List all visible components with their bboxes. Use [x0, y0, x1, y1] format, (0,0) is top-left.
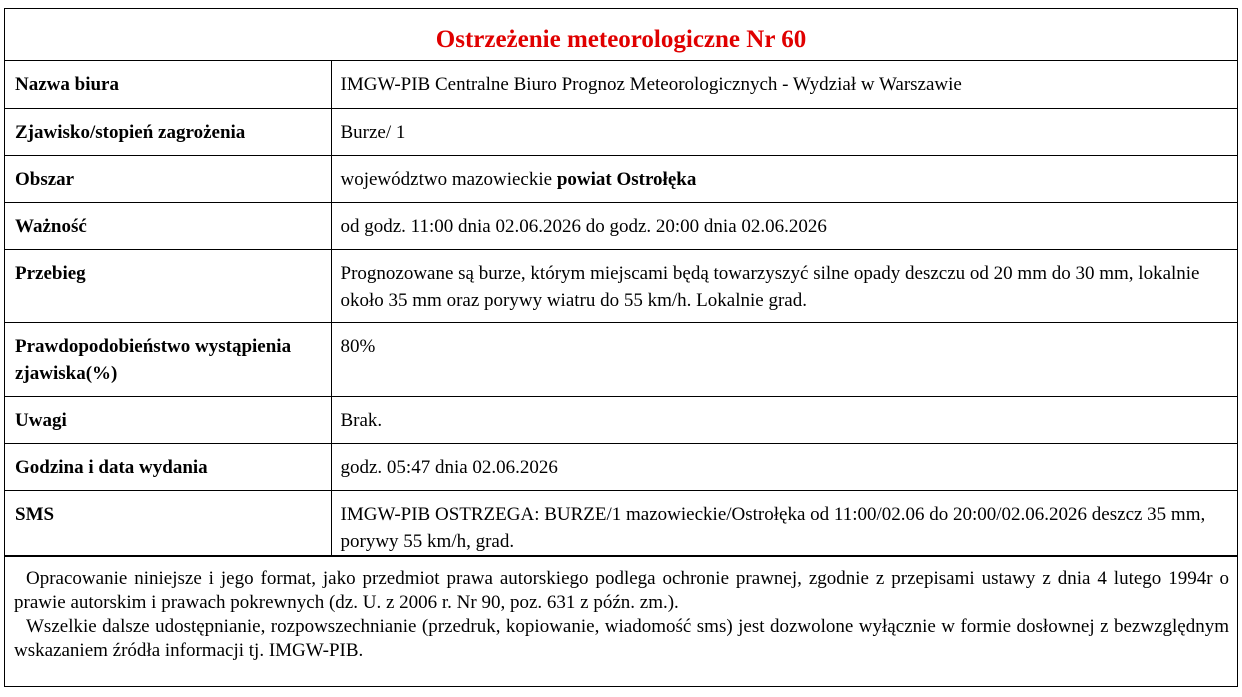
issued-value: godz. 05:47 dnia 02.06.2026	[331, 443, 1237, 490]
validity-label: Ważność	[5, 202, 331, 249]
area-value-prefix: województwo mazowieckie	[340, 168, 557, 190]
warning-table	[5, 61, 1237, 556]
phenomenon-value: Burze/ 1	[331, 108, 1237, 155]
copyright-paragraph: Opracowanie niniejsze i jego format, jako przedmiot prawa autorskiego podlega ochronie prawnej, zgodnie z przepisami ustawy z dnia 4 lutego 1994r o prawie autorskim i prawach pokrewnych (dz. U. z 2006 r. Nr 90, poz. 631 z późn. zm.).	[14, 567, 1229, 613]
notes-value: Brak.	[331, 396, 1237, 443]
warning-document	[4, 8, 1238, 687]
sms-value: IMGW-PIB OSTRZEGA: BURZE/1 mazowieckie/Ostrołęka od 11:00/02.06 do 20:00/02.06.2026 deszcz 35 mm, porywy 55 km/h, grad.	[331, 490, 1237, 555]
area-value-county: powiat Ostrołęka	[556, 168, 697, 190]
issued-label: Godzina i data wydania	[5, 443, 331, 490]
area-value	[331, 155, 1237, 202]
sms-label: SMS	[5, 490, 331, 555]
row-validity	[5, 202, 1237, 249]
row-office	[5, 61, 1237, 108]
row-course	[5, 249, 1237, 322]
probability-label: Prawdopodobieństwo wystąpienia zjawiska(%)	[5, 322, 331, 396]
row-sms	[5, 490, 1237, 555]
office-value: IMGW-PIB Centralne Biuro Prognoz Meteorologicznych - Wydział w Warszawie	[331, 61, 1237, 108]
copyright-footer	[5, 556, 1237, 686]
course-label: Przebieg	[5, 249, 331, 322]
office-label: Nazwa biura	[5, 61, 331, 108]
row-phenomenon	[5, 108, 1237, 155]
document-title: Ostrzeżenie meteorologiczne Nr 60	[5, 9, 1237, 61]
validity-value: od godz. 11:00 dnia 02.06.2026 do godz. 20:00 dnia 02.06.2026	[331, 202, 1237, 249]
row-probability	[5, 322, 1237, 396]
area-label: Obszar	[5, 155, 331, 202]
probability-value: 80%	[331, 322, 1237, 396]
row-area	[5, 155, 1237, 202]
notes-label: Uwagi	[5, 396, 331, 443]
course-value: Prognozowane są burze, którym miejscami będą towarzyszyć silne opady deszczu od 20 mm do 30 mm, lokalnie około 35 mm oraz porywy wiatru do 55 km/h. Lokalnie grad.	[331, 249, 1237, 322]
row-issued	[5, 443, 1237, 490]
row-notes	[5, 396, 1237, 443]
distribution-paragraph: Wszelkie dalsze udostępnianie, rozpowszechnianie (przedruk, kopiowanie, wiadomość sms) jest dozwolone wyłącznie w formie dosłownej z bezwzględnym wskazaniem źródła informacji tj. IMGW-PIB.	[14, 615, 1229, 661]
phenomenon-label: Zjawisko/stopień zagrożenia	[5, 108, 331, 155]
